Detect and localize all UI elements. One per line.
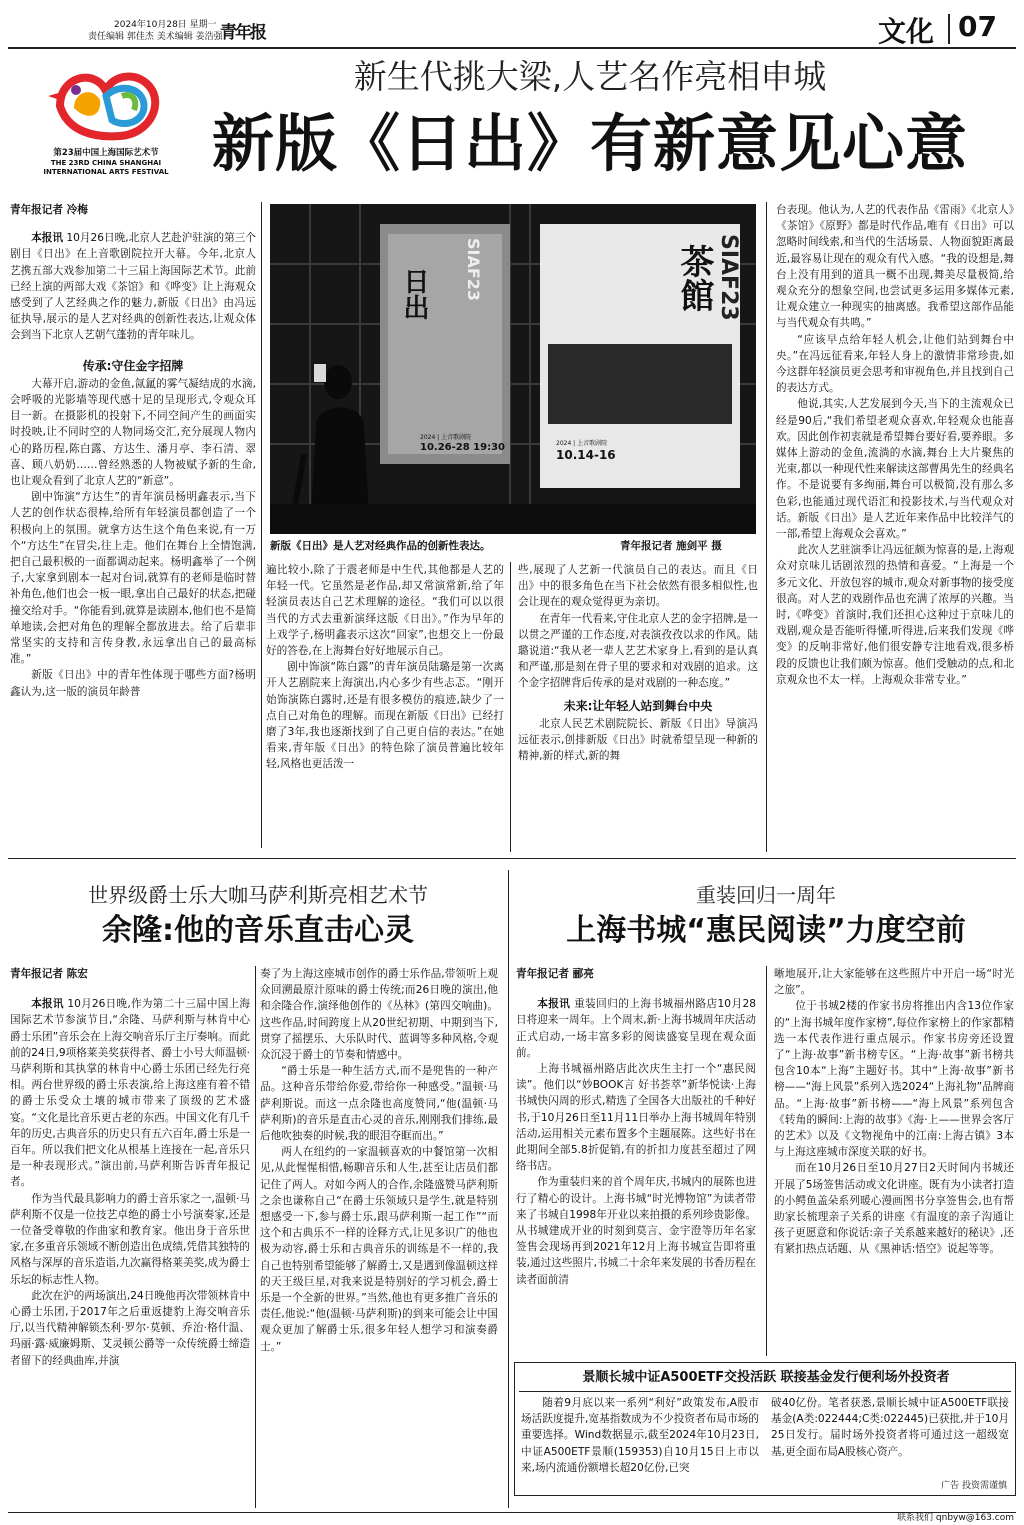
- main-kicker: 新生代挑大梁,人艺名作亮相申城: [353, 57, 827, 96]
- poster1-venue: 2024 | 上音歌剧院: [420, 434, 472, 441]
- main-para: 些,展现了人艺新一代演员自己的表达。而且《日出》中的很多角色在当下社会依然有很多相似性,也会让现在的观众觉得更为亲切。: [518, 564, 758, 609]
- bookcity-para: 而在10月26日至10月27日2天时间内书城还开展了5场签售活动或文化讲座。既有为小读者打造的小鳄鱼盖朵系列暖心漫画图书分享签售会,也有帮助家长梳理亲子关系的讲座《有温度的亲子沟通让孩子更愿意和你说话:亲子关系越来越好的秘诀》,还有紧扣热点话题、从《黑神话:悟空》说起等等。: [774, 1162, 1014, 1256]
- ad-box: [514, 1362, 1016, 1496]
- festival-logo-line3: INTERNATIONAL ARTS FESTIVAL: [43, 168, 169, 176]
- photo-credit: 青年报记者 施剑平 摄: [620, 540, 722, 552]
- page-number: 07: [958, 10, 997, 43]
- main-photo: [270, 204, 756, 534]
- festival-logo-line2: THE 23RD CHINA SHANGHAI: [50, 159, 162, 167]
- main-headline: 新版《日出》有新意见心意: [211, 107, 968, 180]
- ad-text-1: 随着9月底以来一系列“利好”政策发布,A股市场活跃度提升,宽基指数成为不少投资者布局市场的重要选择。Wind数据显示,截至2024年10月23日,中证A500ETF景顺(159353)自10月15日上市以来,场内流通份额增长超20亿份,已突: [521, 1397, 759, 1474]
- jazz-kicker: 世界级爵士乐大咖马萨利斯亮相艺术节: [88, 883, 428, 907]
- main-para: “应该早点给年轻人机会,让他们站到舞台中央。”在冯远征看来,年轻人身上的激情非常珍贵,如今这群年轻演员更会思考和审视角色,并且找到自己的表达方式。: [776, 333, 1014, 395]
- poster1-dates: 10.26-28 19:30: [420, 442, 506, 453]
- jazz-lead-label: 本报讯: [31, 998, 64, 1011]
- main-para: 台表现。他认为,人艺的代表作品《雷雨》《北京人》《茶馆》《原野》都是时代作品,唯有《日出》可以忽略时间线索,和当代的生活场景、人物面貌距离最近,最容易让现在的观众有代入感。“我的设想是,舞台上没有用到的道具一概不出现,舞美尽量极简,给观众充分的想象空间,也尝试更多运用多媒体元素,让观众建立一种现实的抽离感。我希望这部作品能与当代观众有共鸣。”: [776, 204, 1014, 330]
- ad-label: 广告 投资需谨慎: [941, 1481, 1007, 1491]
- poster2-dates: 10.14-16: [556, 448, 616, 462]
- main-lead-label: 本报讯: [31, 232, 64, 245]
- ad-title-rule: [519, 1391, 1011, 1392]
- main-para: 北京人民艺术剧院院长、新版《日出》导演冯远征表示,创排新版《日出》时就希望呈现一种新的精神,新的样式,新的舞: [518, 717, 758, 763]
- jazz-para: 此次在沪的两场演出,24日晚他再次带领林肯中心爵士乐团,于2017年之后重返捷豹上海交响音乐厅,以当代精神解锁杰利·罗尔·莫顿、乔治·格什温、玛丽·露·威廉姆斯、艾灵顿公爵等一众传统爵士缔造者留下的经典曲库,并演: [10, 1289, 250, 1367]
- section-rule: [8, 858, 1016, 859]
- masthead-editors: 责任编辑 郭佳杰 美术编辑 姜浩强: [88, 32, 223, 42]
- main-para: 他说,其实,人艺发展到今天,当下的主流观众已经是90后,“我们希望老观众喜欢,年轻观众也能喜欢。因此创作初衷就是希望舞台要好看,要养眼。多媒体上游动的金鱼,流淌的水滴,舞台上大片聚焦的光束,都以一种现代性来解读这部曹禺先生的经典名作。不是说要有多绚丽,舞台可以极简,没有那么多色彩,也能通过现代语汇和投影技术,与当代观众对话。新版《日出》是人艺近年来作品中比较洋气的一部,希望上海观众会喜欢。”: [776, 398, 1014, 541]
- ad-col-1: [521, 1395, 759, 1493]
- masthead-rule: [8, 47, 1016, 49]
- main-para: 新版《日出》中的青年性体现于哪些方面?杨明鑫认为,这一版的演员年龄普: [10, 669, 256, 698]
- bookcity-para: 晰地展开,让大家能够在这些照片中开启一场“时光之旅”。: [774, 968, 1014, 997]
- ad-title: 景顺长城中证A500ETF交投活跃 联接基金发行便利场外投资者: [582, 1370, 950, 1385]
- bookcity-byline: 青年报记者 郦亮: [516, 968, 594, 980]
- jazz-byline: 青年报记者 陈宏: [10, 968, 88, 980]
- poster2-title: 茶館: [674, 244, 714, 312]
- main-para: 剧中饰演“方达生”的青年演员杨明鑫表示,当下人艺的创作状态很棒,给所有年轻演员都创造了一个积极向上的氛围。就拿方达生这个角色来说,有一万个“方达生”在冒尖,往上走。他们在舞台上全情饱满,把自己最积极的一面都调动起来。杨明鑫举了一个例子,大家拿到剧本一起对台词,就算有的老师是临时替补角色,他们也会一板一眼,拿出自己最好的状态,把碰撞交给对手。“你能看到,就算是读剧本,他们也不是简单地读,会把对角色的理解全都放进去。给了后辈非常坚实的支持和言传身教,永远拿出自己的最高标准。”: [10, 491, 256, 666]
- jazz-col-1: [10, 966, 250, 1508]
- column-rule: [510, 562, 511, 852]
- main-para: 此次人艺驻演季让冯远征颇为惊喜的是,上海观众对京味儿话剧浓烈的热情和喜爱。“上海是一个多元文化、开放包容的城市,观众对新事物的接受度很高。对人艺的戏剧作品也充满了浓厚的兴趣。当时,《哗变》首演时,我们还担心这种过于京味儿的戏剧,观众是否能听得懂,听得进,后来我们发现《哗变》的反响非常好,他们很安静专注地看戏,很多桥段的反馈也让我们颇为惊喜。他们受触动的点,和北京观众也不太一样。上海观众非常专业。”: [776, 544, 1014, 686]
- bookcity-para: 上海书城福州路店此次庆生主打一个“惠民阅读”。他们以“妙BOOK言 好书荟萃”新华悦读·上海书城快闪周的形式,精选了全国各大出版社的千种好书,于10月26日至11月11日举办上海书城周年特别活动,运用相关元素布置多个主题展陈。这些好书在此期间全部5.8折促销,有的折扣力度甚至超过了网络书店。: [516, 1063, 756, 1173]
- masthead-date: 2024年10月28日 星期一: [114, 20, 217, 30]
- main-para: 10月26日晚,北京人艺赴沪驻演的第三个剧目《日出》在上音歌剧院拉开大幕。今年,北京人艺携五部大戏参加第二十三届上海国际艺术节。此前已经上演的两部大戏《茶馆》和《哗变》让上海观众感受到了人艺经典之作的魅力,新版《日出》由冯远征执导,展示的是人艺对经典的创新性表达,让观众体会到当下北京人艺朝气蓬勃的青年味儿。: [10, 232, 256, 342]
- bookcity-headline: 上海书城“惠民阅读”力度空前: [566, 913, 966, 948]
- jazz-para: 奏了为上海这座城市创作的爵士乐作品,带领听上观众回溯最原汁原味的爵士传统;而26日晚的演出,他和余隆合作,演绎他创作的《丛林》(第四交响曲)。这些作品,时间跨度上从20世纪初期、中期到当下,贯穿了摇摆乐、大乐队时代、蓝调等多种风格,令观众沉浸于爵士的节奏和情感中。: [260, 968, 498, 1062]
- festival-bird-icon: [40, 56, 172, 144]
- column-rule: [255, 966, 256, 1508]
- main-para: 剧中饰演“陈白露”的青年演员陆璐是第一次离开人艺剧院来上海演出,内心多少有些忐忑。“刚开始饰演陈白露时,还是有很多模仿的痕迹,缺少了一点自己对角色的理解。而现在新版《日出》已经打磨了3年,我也逐渐找到了自己更自信的表达。”在她看来,青年版《日出》的特色除了演员普遍比较年轻,风格也更活泼一: [266, 661, 504, 771]
- section-divider: [948, 14, 950, 44]
- bookcity-col-1: [516, 966, 756, 1356]
- paper-logo: 青年报: [220, 23, 265, 43]
- main-col-1: [10, 202, 256, 848]
- main-para: 遍比较小,除了于震老师是中生代,其他都是人艺的年轻一代。它虽然是老作品,却又常演常新,给了年轻演员表达自己艺术理解的途径。“我们可以以很当代的方式去重新演绎这版《日出》。”作为早年的上戏学子,杨明鑫表示这次“回家”,也想交上一份最好的答卷,在上海舞台好好地展示自己。: [266, 564, 504, 658]
- bookcity-para: 位于书城2楼的作家书房将推出内含13位作家的“上海书城年度作家榜”,每位作家榜上的作家都精选一本代表作进行重点展示。作家书房旁还设置了“上海·故事”新书榜专区。“上海·故事”新书榜共包含10本“上海”主题好书。其中“上海·故事”新书榜——“海上风景”系列入选2024“上海礼物”品牌商品。“上海·故事”新书榜——“海上风景”系列包含《转角的瞬间:上海的故事》《海·上——世界会客厅的艺术》以及《文物视角中的江南:上海古镇》3本与上海这座城市深度关联的好书。: [774, 1000, 1014, 1159]
- ad-text-2: 破40亿份。笔者获悉,景顺长城中证A500ETF联接基金(A类:022444;C类:022445)已获批,并于10月25日发行。届时场外投资者将可通过这一超级宽基,更全面布局A股核心资产。: [771, 1397, 1009, 1458]
- bookcity-para: 作为重装归来的首个周年庆,书城内的展陈也进行了精心的设计。上海书城“时光博物馆”为读者带来了书城自1998年开业以来拍摄的系列珍贵影像。从书城建成开业的时刻到莫言、金宇澄等历年名家签售会现场再到2021年12月上海书城宣告即将重装,通过这些照片,书城二十余年来发展的书香历程在读者面前清: [516, 1176, 756, 1286]
- main-col-4: [776, 202, 1014, 852]
- jazz-lead-paragraph: [10, 996, 250, 1190]
- bookcity-para: 重装回归的上海书城福州路店10月28日将迎来一周年。上个周末,新·上海书城周年庆活动正式启动,一场丰富多彩的阅读盛宴呈现在观众面前。: [516, 998, 756, 1059]
- poster1-siaf: SIAF23: [464, 238, 483, 302]
- main-subheading-1: 传承:守住金字招牌: [82, 358, 184, 373]
- poster2-venue: 2024 | 上音歌剧院: [556, 440, 608, 447]
- jazz-para: 10月26日晚,作为第二十三届中国上海国际艺术节参演节目,“余隆、马萨利斯与林肯中心爵士乐团”音乐会在上海交响音乐厅主厅奏响。而此前的24日,9项格莱美奖获得者、爵士小号大师温顿·马萨利斯和其执掌的林肯中心爵士乐团已经先行亮相。两台世界级的爵士乐表演,给上海这座有着不错的爵士乐受众土壤的城市带来了顶级的艺术盛宴。“文化是比音乐更古老的东西。中国文化有几千年的历史,古典音乐的历史只有五六百年,爵士乐是一百年。所以我们把文化从根基上连接在一起,音乐只是一种表现形式。”演出前,马萨利斯告诉青年报记者。: [10, 998, 250, 1189]
- poster1-title: 日出: [399, 268, 429, 320]
- photo-caption: 新版《日出》是人艺对经典作品的创新性表达。: [270, 540, 491, 552]
- column-rule: [508, 870, 509, 1508]
- jazz-para: 作为当代最具影响力的爵士音乐家之一,温顿·马萨利斯不仅是一位技艺卓绝的爵士小号演奏家,还是一位备受尊敬的作曲家和教育家。他出身于音乐世家,在多重音乐领域不断创造出色成绩,凭借其独特的风格与深厚的音乐造诣,九次赢得格莱美奖,成为爵士乐坛的标志性人物。: [10, 1192, 250, 1286]
- bookcity-kicker: 重装回归一周年: [696, 883, 836, 907]
- festival-logo: [40, 56, 172, 176]
- column-rule: [766, 966, 767, 1356]
- bookcity-col-2: [774, 966, 1014, 1356]
- main-lead-paragraph: [10, 230, 256, 343]
- main-col-2: [266, 562, 504, 852]
- jazz-para: “爵士乐是一种生活方式,而不是兜售的一种产品。这种音乐带给你爱,带给你一种感受。”温顿·马萨利斯说。而这一点余隆也高度赞同,“他(温顿·马萨利斯)的音乐是直击心灵的音乐,刚刚我们排练,最后他吹独奏的时候,我的眼泪夺眶而出。”: [260, 1065, 498, 1143]
- ad-col-2: [771, 1395, 1009, 1475]
- footer-contact: 联系我们 qnbyw@163.com: [897, 1513, 1014, 1523]
- footer-rule: [8, 1512, 1016, 1513]
- jazz-col-2: [260, 966, 498, 1508]
- main-subheading-2: 未来:让年轻人站到舞台中央: [563, 698, 713, 713]
- main-para: 在青年一代看来,守住北京人艺的金字招牌,是一以贯之严谨的工作态度,对表演孜孜以求的作风。陆璐说道:“我从老一辈人艺艺术家身上,看到的是认真和严谨,那是刻在骨子里的要求和对戏剧的追求。这个金字招牌背后传承的是对戏剧的一种态度。”: [518, 612, 758, 690]
- bookcity-lead-label: 本报讯: [537, 998, 571, 1011]
- main-para: 大幕开启,游动的金鱼,氤氲的雾气凝结成的水滴,会呼吸的光影墙等现代感十足的呈现形式,令观众耳目一新。在摄影机的投射下,不同空间产生的画面实时投映,让不同时空的人物同场交汇,充分展现人物内心的路历程,陈白露、方达生、潘月亭、李石清、翠喜、顾八奶奶……曾经熟悉的人物被赋予新的生命,也让观众看到了北京人艺的“新意”。: [10, 377, 256, 488]
- main-col-3: [518, 562, 758, 852]
- main-byline: 青年报记者 冷梅: [10, 204, 88, 216]
- poster2-siaf: SIAF23: [716, 234, 741, 321]
- festival-logo-line1: 第23届中国上海国际艺术节: [53, 148, 159, 158]
- column-rule: [261, 202, 262, 848]
- section-name: 文化: [878, 15, 935, 48]
- bookcity-lead-paragraph: [516, 996, 756, 1061]
- jazz-headline: 余隆:他的音乐直击心灵: [102, 913, 414, 948]
- column-rule: [766, 202, 767, 852]
- jazz-para: 两人在纽约的一家温顿喜欢的中餐馆第一次相见,从此惺惺相惜,畅聊音乐和人生,甚至让店员们都记住了两人。对如今两人的合作,余隆盛赞马萨利斯之余也谦称自己“在爵士乐领域只是学生,就是特别想感受一下,参与爵士乐,跟马萨利斯一起工作”“而这个和古典乐不一样的诠释方式,让见多识广的他也极为动容,爵士乐和古典音乐的训练是不一样的,我自己也特别希望能够了解爵士,又是遇到像温顿这样的天王级巨星,对我来说是特别好的学习机会,爵士乐是一个全新的世界。”当然,他也有更多推广音乐的责任,他说:“他(温顿·马萨利斯)的到来可能会让中国观众更加了解爵士乐,很多年轻人想学习和演奏爵士。”: [260, 1146, 498, 1353]
